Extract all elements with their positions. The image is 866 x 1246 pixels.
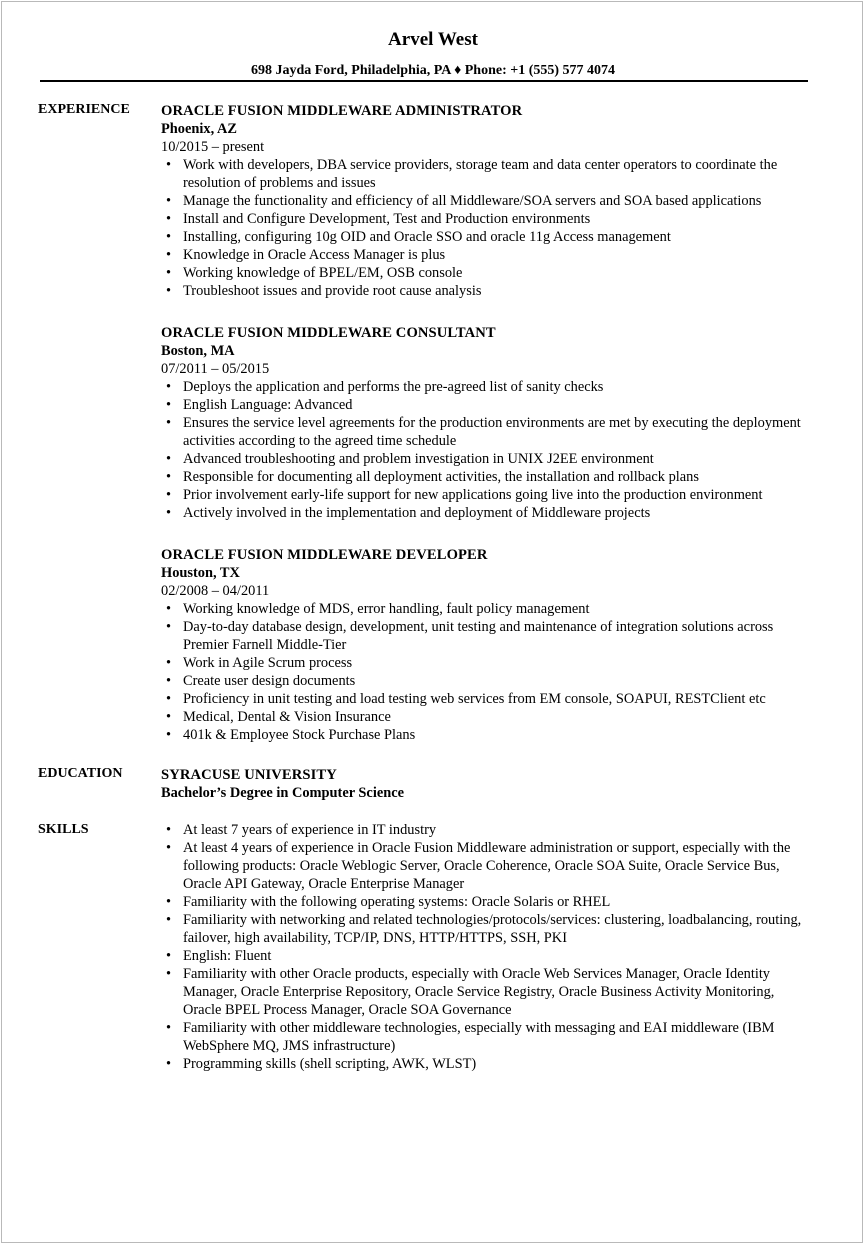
job-title: ORACLE FUSION MIDDLEWARE ADMINISTRATOR xyxy=(161,103,523,119)
experience-heading: EXPERIENCE xyxy=(38,102,130,117)
list-item: • English Language: Advanced xyxy=(161,396,821,414)
job-entry xyxy=(161,324,821,522)
list-item: • Troubleshoot issues and provide root cause analysis xyxy=(161,282,821,300)
candidate-name: Arvel West xyxy=(388,29,478,50)
list-item: • Day-to-day database design, development, unit testing and maintenance of integration solutions across Premier Farnell Middle-Tier xyxy=(161,618,821,654)
job-bullets xyxy=(161,156,821,300)
list-item: • Manage the functionality and efficiency of all Middleware/SOA servers and SOA based applications xyxy=(161,192,821,210)
list-item: • Work in Agile Scrum process xyxy=(161,654,821,672)
education-heading: EDUCATION xyxy=(38,766,123,781)
school-name: SYRACUSE UNIVERSITY xyxy=(161,767,337,783)
job-title: ORACLE FUSION MIDDLEWARE DEVELOPER xyxy=(161,547,488,563)
job-entry xyxy=(161,546,821,744)
list-item: • Proficiency in unit testing and load testing web services from EM console, SOAPUI, RESTClient etc xyxy=(161,690,821,708)
list-item: • Familiarity with the following operating systems: Oracle Solaris or RHEL xyxy=(161,893,811,911)
job-location: Houston, TX xyxy=(161,565,240,581)
list-item: • Familiarity with networking and related technologies/protocols/services: clustering, loadbalancing, routing, failover, high availability, TCP/IP, DNS, HTTP/HTTPS, SSH, PKI xyxy=(161,911,811,947)
education-section xyxy=(161,766,821,802)
list-item: • Responsible for documenting all deployment activities, the installation and rollback plans xyxy=(161,468,821,486)
list-item: • Working knowledge of MDS, error handling, fault policy management xyxy=(161,600,821,618)
list-item: • Working knowledge of BPEL/EM, OSB console xyxy=(161,264,821,282)
list-item: • English: Fluent xyxy=(161,947,811,965)
list-item: • At least 4 years of experience in Oracle Fusion Middleware administration or support, especially with the following products: Oracle Weblogic Server, Oracle Coherence, Oracle SOA Suite, Oracle Service Bus, Oracle API Gateway, Oracle Enterprise Manager xyxy=(161,839,811,893)
list-item: • Create user design documents xyxy=(161,672,821,690)
degree: Bachelor’s Degree in Computer Science xyxy=(161,785,404,801)
list-item: • Knowledge in Oracle Access Manager is plus xyxy=(161,246,821,264)
list-item: • Deploys the application and performs the pre-agreed list of sanity checks xyxy=(161,378,821,396)
list-item: • Programming skills (shell scripting, AWK, WLST) xyxy=(161,1055,811,1073)
list-item: • Actively involved in the implementation and deployment of Middleware projects xyxy=(161,504,821,522)
job-dates: 07/2011 – 05/2015 xyxy=(161,361,270,377)
job-dates: 10/2015 – present xyxy=(161,139,265,155)
list-item: • Install and Configure Development, Test and Production environments xyxy=(161,210,821,228)
list-item: • Installing, configuring 10g OID and Oracle SSO and oracle 11g Access management xyxy=(161,228,821,246)
job-bullets xyxy=(161,600,821,744)
list-item: • Prior involvement early-life support for new applications going live into the production environment xyxy=(161,486,821,504)
list-item: • Medical, Dental & Vision Insurance xyxy=(161,708,821,726)
skills-heading: SKILLS xyxy=(38,822,89,837)
list-item: • Ensures the service level agreements for the production environments are met by executing the deployment activities according to the agreed time schedule xyxy=(161,414,821,450)
job-bullets xyxy=(161,378,821,522)
experience-section xyxy=(161,102,821,768)
header-divider xyxy=(40,80,808,82)
list-item: • 401k & Employee Stock Purchase Plans xyxy=(161,726,821,744)
contact-line: 698 Jayda Ford, Philadelphia, PA ♦ Phone: +1 (555) 577 4074 xyxy=(250,63,616,78)
skills-section xyxy=(161,821,811,1073)
list-item: • At least 7 years of experience in IT industry xyxy=(161,821,811,839)
list-item: • Familiarity with other Oracle products, especially with Oracle Web Services Manager, Oracle Identity Manager, Oracle Enterprise Repository, Oracle Service Registry, Oracle Business Activity Monitoring, Oracle BPEL Process Manager, Oracle SOA Governance xyxy=(161,965,811,1019)
job-dates: 02/2008 – 04/2011 xyxy=(161,583,270,599)
job-title: ORACLE FUSION MIDDLEWARE CONSULTANT xyxy=(161,325,496,341)
skills-list xyxy=(161,821,811,1073)
list-item: • Work with developers, DBA service providers, storage team and data center operators to coordinate the resolution of problems and issues xyxy=(161,156,821,192)
job-entry xyxy=(161,102,821,300)
list-item: • Advanced troubleshooting and problem investigation in UNIX J2EE environment xyxy=(161,450,821,468)
list-item: • Familiarity with other middleware technologies, especially with messaging and EAI middleware (IBM WebSphere MQ, JMS infrastructure) xyxy=(161,1019,811,1055)
job-location: Boston, MA xyxy=(161,343,235,359)
job-location: Phoenix, AZ xyxy=(161,121,237,137)
